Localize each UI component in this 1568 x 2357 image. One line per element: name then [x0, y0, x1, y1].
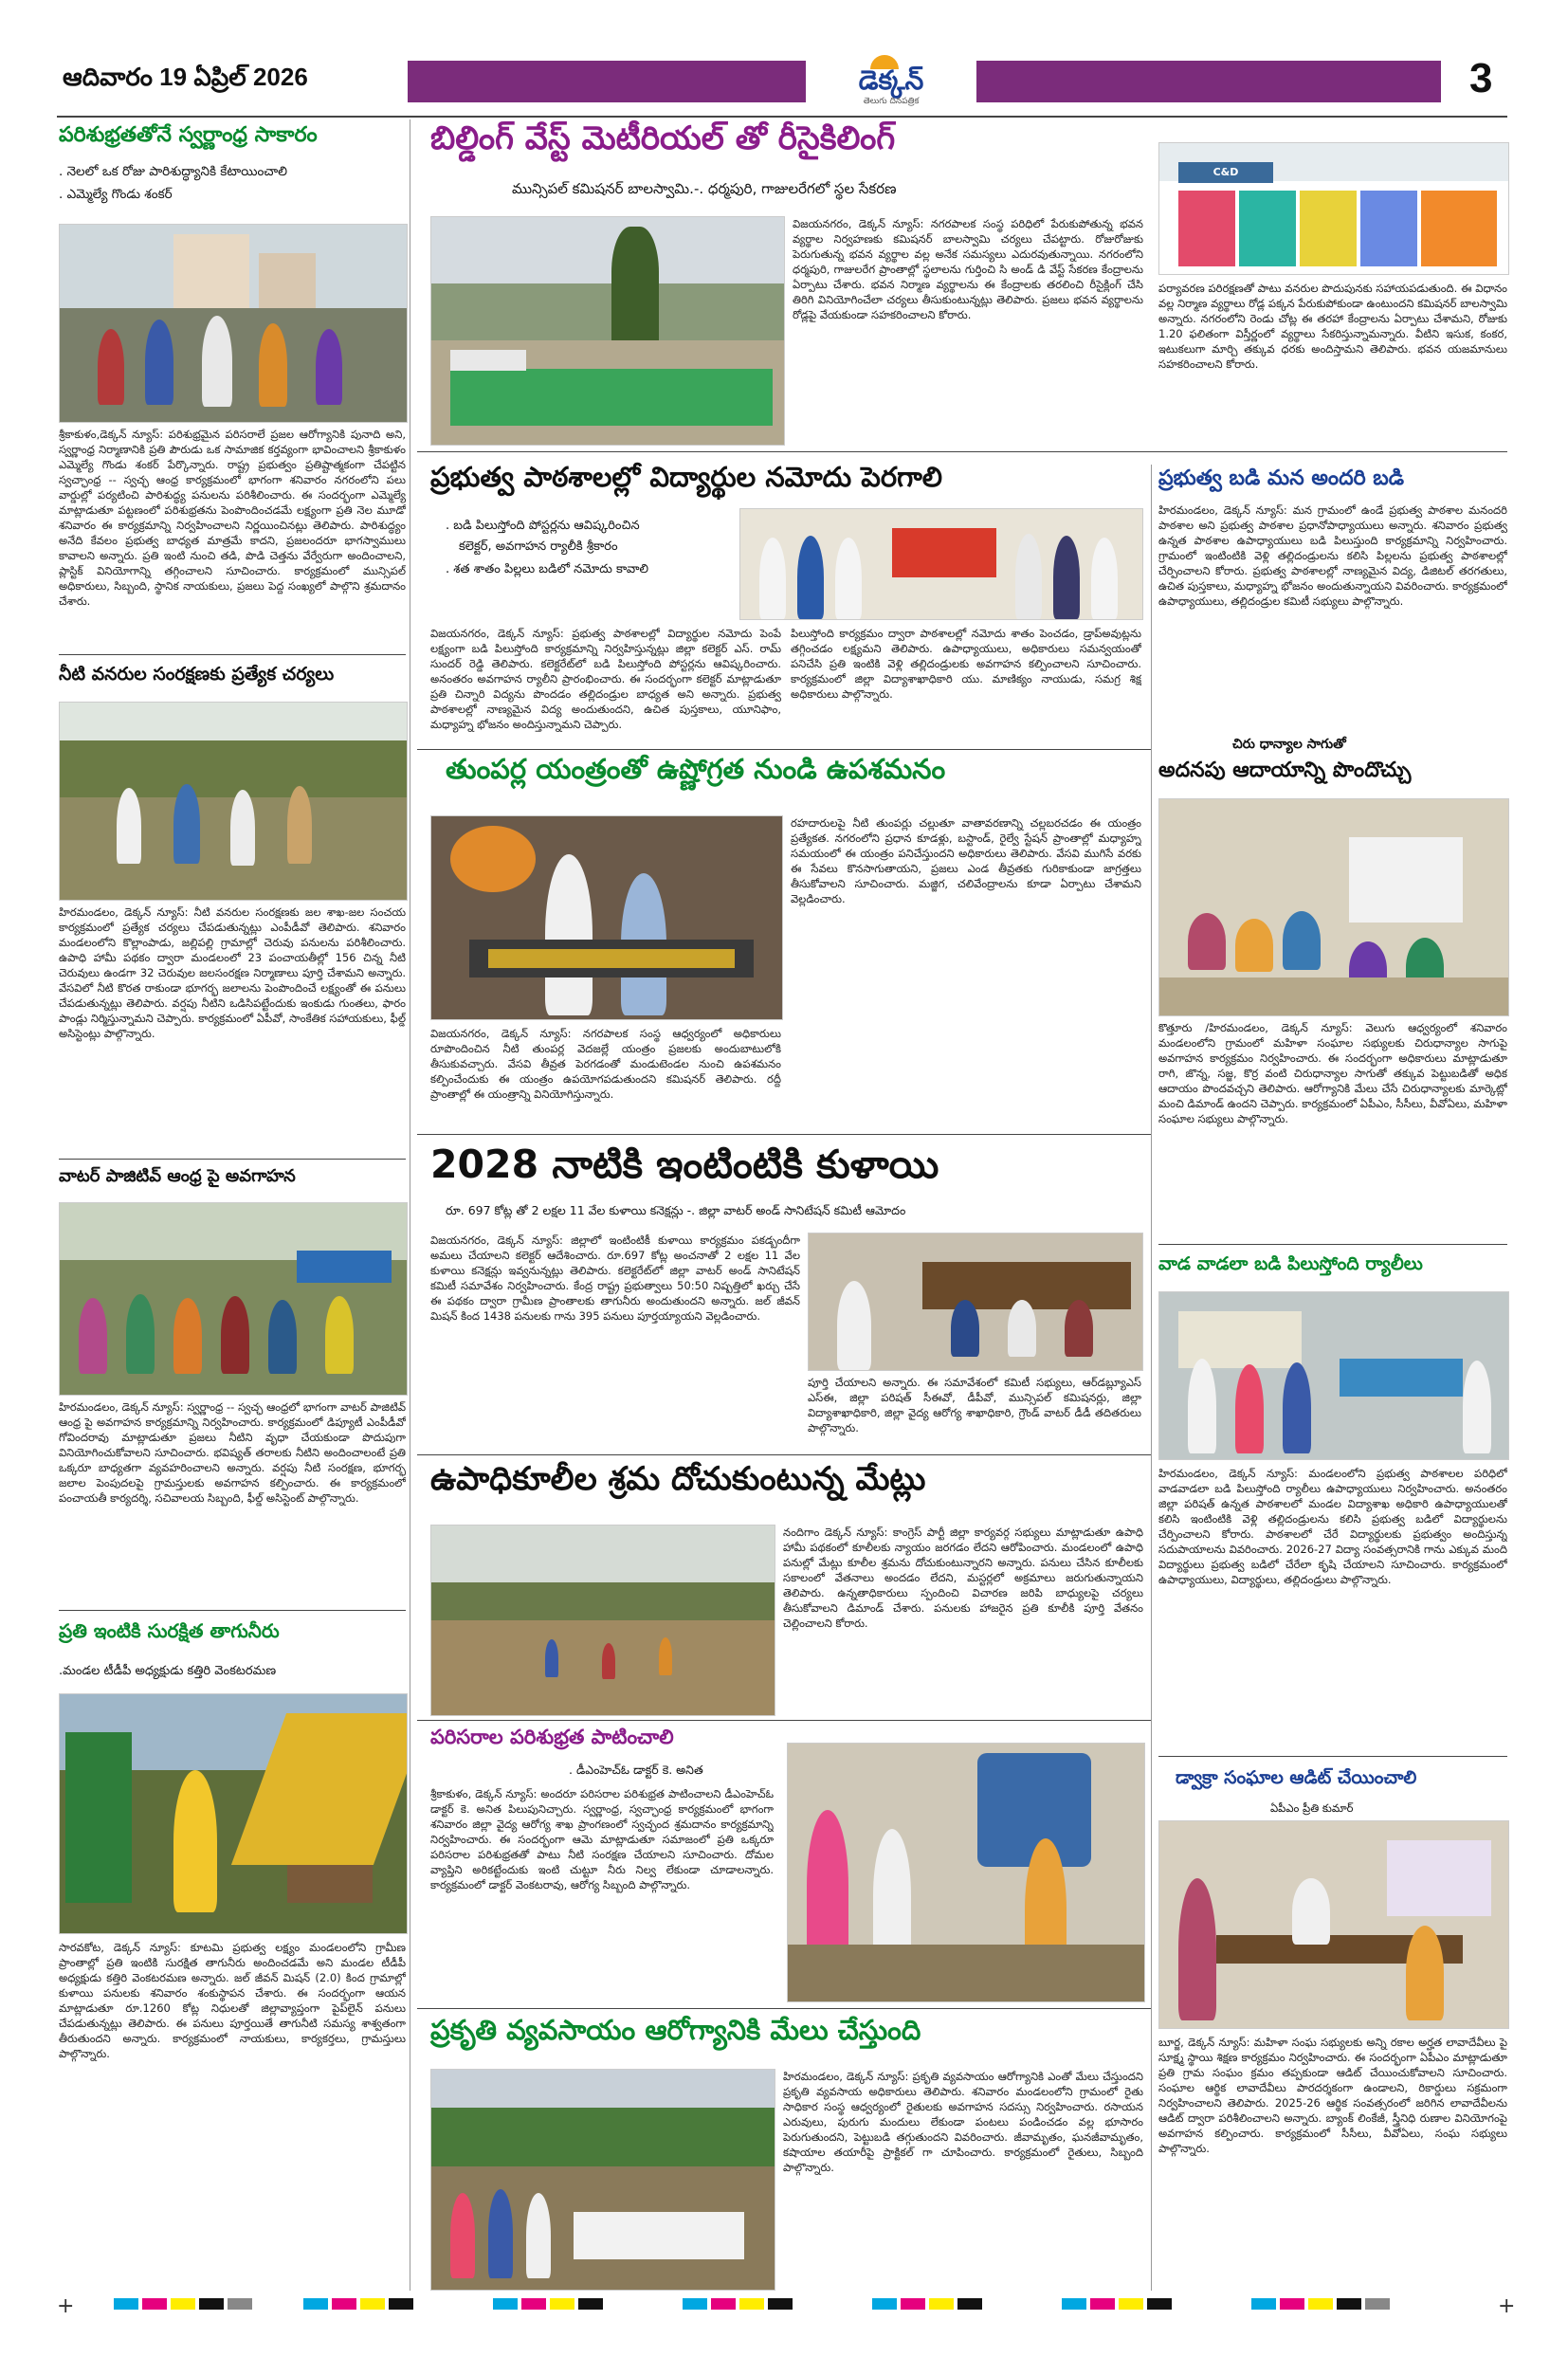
divider	[417, 451, 1507, 452]
dwcra-audit-training-photo	[1158, 1820, 1509, 2029]
article-body: రహదారులపై నీటి తుంపర్లు చల్లుతూ వాతావరణాన్ని చల్లబరచడం ఈ యంత్రం ప్రత్యేకత. నగరంలోని ప్రధాన కూడళ్లు, బస్టాండ్, రైల్వే స్టేషన్ ప్రాంతాల్లో మధ్యాహ్న సమయంలో ఈ యంత్రం పనిచేస్తుందని అధికారులు తెలిపారు. వేసవి ముగిసే వరకు ఈ సేవలు కొనసాగుతాయని, ప్రజలు ఎండ తీవ్రతకు గురికాకుండా జాగ్రత్తలు తీసుకోవాలని సూచించారు. మజ్జిగ, చలివేంద్రాలను కూడా ఏర్పాటు చేశామని వెల్లడించారు.	[791, 816, 1141, 905]
article-bullet: . బడి పిలుస్తోంది పోస్టర్లను ఆవిష్కరించిన	[446, 519, 640, 533]
millet-awareness-photo	[1158, 798, 1509, 1016]
school-enrolment-poster-photo	[739, 508, 1143, 620]
article-headline: 2028 నాటికి ఇంటింటికి కుళాయి	[430, 1142, 939, 1187]
article-headline: ప్రభుత్వ పాఠశాలల్లో విద్యార్థుల నమోదు పెరగాలి	[430, 461, 943, 493]
article-subtitle: రూ. 697 కోట్ల తో 2 లక్షల 11 వేల కుళాయి కనెక్షన్లు -. జిల్లా వాటర్ అండ్ సానిటేషన్ కమిటీ ఆమోదం	[446, 1203, 906, 1217]
header-bar-left	[408, 61, 806, 102]
article-body: హిరమండలం, డెక్కన్ న్యూస్: స్వర్ణాంధ్ర -- స్వచ్ఛ ఆంధ్రలో భాగంగా వాటర్ పాజిటివ్ ఆంధ్ర పై అవగాహన కార్యక్రమాన్ని నిర్వహించారు. కార్యక్రమంలో డిప్యూటీ ఎంపీడీవో గోవిందరావు మాట్లాడుతూ ప్రజలు నీటిని వృధా చేయకుండా పొదుపుగా వినియోగించుకోవాలని సూచించారు. భవిష్యత్ తరాలకు నీటిని అందించాలంటే ప్రతి ఒక్కరూ బాధ్యతగా వ్యవహరించాలని అన్నారు. వర్షపు నీటి సంరక్షణ, భూగర్భ జలాల పెంపుదలపై గ్రామస్తులకు అవగాహన కల్పించారు. ఈ కార్యక్రమంలో పంచాయతీ కార్యదర్శి, సచివాలయ సిబ్బంది, ఫీల్డ్ అసిస్టెంట్ పాల్గొన్నారు.	[59, 1400, 406, 1505]
water-sanitation-meeting-photo	[808, 1233, 1143, 1371]
crosshair-icon: +	[1498, 2294, 1516, 2318]
divider	[417, 1720, 1151, 1721]
article-byline: ఏపీఎం ప్రీతి కుమార్	[1270, 1801, 1354, 1815]
article-body: హిరమండలం, డెక్కన్ న్యూస్: మండలంలోని ప్రభుత్వ పాఠశాలల పరిధిలో వాడవాడలా బడి పిలుస్తోంది ర్యాలీలు ఉపాధ్యాయులు నిర్వహించారు. అనంతరం జిల్లా పరిషత్ ఉన్నత పాఠశాలలో మండల విద్యాశాఖ అధికారి ఉపాధ్యాయులతో కలిసి ఇంటింటికి వెళ్లి తల్లిదండ్రులను కలిసి ప్రభుత్వ బడిలో విద్యార్థులను చేర్పించాలని కోరారు. పాఠశాలలో చేరే విద్యార్థులకు ప్రభుత్వం అందిస్తున్న సదుపాయాలను వివరించారు. 2026-27 విద్యా సంవత్సరానికి గాను ఎక్కువ మంది విద్యార్థులు ప్రభుత్వ బడిలో చేరేలా కృషి చేయాలని సూచించారు. కార్యక్రమంలో ఉపాధ్యాయులు, విద్యార్థులు, తల్లిదండ్రులు పాల్గొన్నారు.	[1158, 1467, 1507, 1586]
article-body: విజయనగరం, డెక్కన్ న్యూస్: ప్రభుత్వ పాఠశాలల్లో విద్యార్థుల నమోదు పెంపే లక్ష్యంగా బడి పిలుస్తోంది కార్యక్రమాన్ని నిర్వహిస్తున్నట్లు జిల్లా కలెక్టర్ ఎస్. రామ్ సుందర్ రెడ్డి తెలిపారు. కలెక్టరేట్‌లో బడి పిలుస్తోంది పోస్టర్లను ఆవిష్కరించారు. అనంతరం అవగాహన ర్యాలీని ప్రారంభించారు. ఈ సందర్భంగా కలెక్టర్ మాట్లాడుతూ ప్రతి చిన్నారి విద్యను పొందడం తల్లిదండ్రుల బాధ్యత అని అన్నారు. ప్రభుత్వ పాఠశాలల్లో నాణ్యమైన విద్య అందుతుందని, ఉచిత పుస్తకాలు, యూనిఫాం, మధ్యాహ్న భోజనం అందిస్తున్నామని చెప్పారు.	[430, 627, 781, 731]
article-body: పూర్తి చేయాలని అన్నారు. ఈ సమావేశంలో కమిటీ సభ్యులు, ఆర్‌డబ్ల్యూఎస్ ఎస్‌ఈ, జిల్లా పరిషత్ సీఈవో, డీపీవో, మున్సిపల్ కమిషనర్లు, జిల్లా విద్యాశాఖాధికారి, జిల్లా వైద్య ఆరోగ్య శాఖాధికారి, గ్రౌండ్ వాటర్ డీడీ తదితరులు పాల్గొన్నారు.	[808, 1376, 1141, 1434]
issue-date: ఆదివారం 19 ఏప్రిల్ 2026	[63, 63, 308, 91]
divider	[1158, 1244, 1507, 1245]
article-body: పిలుస్తోంది కార్యక్రమం ద్వారా పాఠశాలల్లో నమోదు శాతం పెంచడం, డ్రాప్‌అవుట్లను తగ్గించడం లక్ష్యమని తెలిపారు. ఉపాధ్యాయులు, అధికారులు సమన్వయంతో పనిచేసి ప్రతి ఇంటికి వెళ్లి తల్లిదండ్రులకు అవగాహన కల్పించాలని సూచించారు. కార్యక్రమంలో జిల్లా విద్యాశాఖాధికారి యు. మాణిక్యం నాయుడు, సమగ్ర శిక్ష అధికారులు పాల్గొన్నారు.	[791, 627, 1141, 701]
article-headline: వాడ వాడలా బడి పిలుస్తోంది ర్యాలీలు	[1158, 1253, 1423, 1274]
cd-segregation-centre-photo	[1158, 142, 1509, 275]
masthead-title: డెక్కన్	[858, 64, 924, 96]
article-headline: అదనపు ఆదాయాన్ని పొందొచ్చు	[1158, 758, 1412, 782]
article-byline: .మండల టీడీపీ అధ్యక్షుడు కత్తిరి వెంకటరమణ	[59, 1664, 277, 1678]
article-body: విజయనగరం, డెక్కన్ న్యూస్: నగరపాలక సంస్థ పరిధిలో పేరుకుపోతున్న భవన వ్యర్థాల నిర్వహణకు కమిషనర్ బాలస్వామి చర్యలు చేపట్టారు. రోజురోజుకు పెరుగుతున్న భవన వ్యర్థాల వల్ల అనేక సమస్యలు ఎదురవుతున్నాయి. నగరంలోని ధర్మపురి, గాజులరేగ ప్రాంతాల్లో స్థలాలను గుర్తించి సి అండ్ డి వేస్ట్ సేకరణ కేంద్రాలను ఏర్పాటు చేశారు. భవన నిర్మాణ వ్యర్థాలను ఈ కేంద్రాలకు తరలించి రీసైక్లింగ్ చేసి తిరిగి వినియోగించేలా చర్యలు తీసుకుంటున్నట్లు తెలిపారు. ప్రజలు భవన వ్యర్థాలను రోడ్లపై వేయకుండా సహకరించాలని కోరారు.	[793, 217, 1143, 321]
page-number: 3	[1469, 55, 1493, 101]
article-bullet: . నెలలో ఒక రోజు పారిశుద్ధ్యానికి కేటాయించాలి	[59, 164, 288, 179]
article-body: సారవకోట, డెక్కన్ న్యూస్: కూటమి ప్రభుత్వ లక్ష్యం మండలంలోని గ్రామీణ ప్రాంతాల్లో ప్రతి ఇంటికి సురక్షిత తాగునీరు అందించడమే అని మండల టీడీపీ అధ్యక్షుడు కత్తిరి వెంకటరమణ అన్నారు. జల్ జీవన్ మిషన్ (2.0) కింద గ్రామాల్లో కుళాయి పనులకు శనివారం శంకుస్థాపన చేశారు. ఈ సందర్భంగా ఆయన మాట్లాడుతూ రూ.1260 కోట్ల నిధులతో జిల్లావ్యాప్తంగా పైప్‌లైన్ పనులు చేపడుతున్నట్లు తెలిపారు. ఈ పనులు పూర్తయితే తాగునీటి సమస్య శాశ్వతంగా తీరుతుందని అన్నారు. కార్యక్రమంలో నాయకులు, కార్యకర్తలు, గ్రామస్తులు పాల్గొన్నారు.	[59, 1941, 406, 2060]
header-bar-right	[976, 61, 1441, 102]
divider	[417, 2008, 1151, 2009]
article-body: పర్యావరణ పరిరక్షణతో పాటు వనరుల పొదుపునకు సహాయపడుతుంది. ఈ విధానం వల్ల నిర్మాణ వ్యర్థాలు రోడ్ల పక్కన పేరుకుపోకుండా ఉంటుందని కమిషనర్ బాలస్వామి అన్నారు. నగరంలోని రెండు చోట్ల ఈ తరహా కేంద్రాలను ఏర్పాటు చేశామని, రోజుకు 1.20 ఫలితంగా విస్తీర్ణంలో వ్యర్థాలు సేకరిస్తున్నామన్నారు. వీటిని ఇసుక, కంకర, ఇటుకలుగా మార్చి తక్కువ ధరకు అందిస్తామని తెలిపారు. భవన యజమానులు సహకరించాలని కోరారు.	[1158, 282, 1507, 371]
article-bullet: కలెక్టర్, అవగాహన ర్యాలీకి శ్రీకారం	[459, 539, 618, 554]
article-body: హిరమండలం, డెక్కన్ న్యూస్: ప్రకృతి వ్యవసాయం ఆరోగ్యానికి ఎంతో మేలు చేస్తుందని ప్రకృతి వ్యవసాయ అధికారులు తెలిపారు. శనివారం మండలంలోని గ్రామంలో రైతు సాధికార సంస్థ ఆధ్వర్యంలో రైతులకు అవగాహన సదస్సు నిర్వహించారు. రసాయన ఎరువులు, పురుగు మందులు లేకుండా పంటలు పండించడం వల్ల భూసారం పెరుగుతుందని, పెట్టుబడి తగ్గుతుందని వివరించారు. జీవామృతం, ఘనజీవామృతం, కషాయాల తయారీపై ప్రాక్టికల్ గా చూపించారు. కార్యక్రమంలో రైతులు, సిబ్బంది పాల్గొన్నారు.	[783, 2070, 1143, 2174]
divider	[59, 1610, 406, 1611]
article-subtitle: మున్సిపల్ కమిషనర్ బాలస్వామి.-. ధర్మపురి, గాజులరేగలో స్థల సేకరణ	[512, 180, 897, 197]
article-headline: ఉపాధికూలీల శ్రమ దోచుకుంటున్న మేట్లు	[430, 1460, 926, 1498]
article-headline: పరిశుభ్రతతోనే స్వర్ణాంధ్ర సాకారం	[59, 123, 318, 147]
article-body: నందిగాం డెక్కన్ న్యూస్: కాంగ్రెస్ పార్టీ జిల్లా కార్యవర్గ సభ్యులు మాట్లాడుతూ ఉపాధి హామీ పథకంలో కూలీలకు న్యాయం జరగడం లేదని ఆరోపించారు. మండలంలో ఉపాధి పనుల్లో మేట్లు కూలీల శ్రమను దోచుకుంటున్నారని అన్నారు. పనులు చేసిన కూలీలకు సకాలంలో వేతనాలు అందడం లేదని, మస్టర్లలో అక్రమాలు జరుగుతున్నాయని తెలిపారు. ఉన్నతాధికారులు స్పందించి విచారణ జరిపి బాధ్యులపై చర్యలు తీసుకోవాలని డిమాండ్ చేశారు. పనులకు హాజరైన ప్రతి కూలీకి పూర్తి వేతనం చెల్లించాలని కోరారు.	[783, 1526, 1143, 1630]
article-body: బూర్జ, డెక్కన్ న్యూస్: మహిళా సంఘ సభ్యులకు అన్ని రకాల అర్హత లావాదేవీలు పై సూక్ష్మ స్థాయి శిక్షణ కార్యక్రమం నిర్వహించారు. ఈ సందర్భంగా ఏపీఎం మాట్లాడుతూ ప్రతి గ్రామ సంఘం క్రమం తప్పకుండా ఆడిట్ చేయించుకోవాలని సూచించారు. సంఘాల ఆర్థిక లావాదేవీలు పారదర్శకంగా ఉండాలని, రికార్డులు సక్రమంగా నిర్వహించాలని తెలిపారు. 2025-26 ఆర్థిక సంవత్సరంలో జరిగిన లావాదేవీలను ఆడిట్ ద్వారా పరిశీలించాలని అన్నారు. బ్యాంక్ లింకేజీ, స్త్రీనిధి రుణాల వినియోగంపై అవగాహన కల్పించారు. కార్యక్రమంలో సీసీలు, వీవోఏలు, సంఘ సభ్యులు పాల్గొన్నారు.	[1158, 2036, 1507, 2155]
water-conservation-photo	[59, 702, 408, 901]
article-headline: వాటర్ పాజిటివ్ ఆంధ్ర పై అవగాహన	[59, 1166, 296, 1186]
column-rule-right	[1151, 465, 1152, 2291]
article-body: కొత్తూరు /హిరమండలం, డెక్కన్ న్యూస్: వెలుగు ఆధ్వర్యంలో శనివారం మండలంలోని గ్రామంలో మహిళా సంఘాల సభ్యులకు చిరుధాన్యాల సాగుపై అవగాహన కార్యక్రమం నిర్వహించారు. ఈ సందర్భంగా అధికారులు మాట్లాడుతూ రాగి, జొన్న, సజ్జ, కొర్ర వంటి చిరుధాన్యాల సాగుతో తక్కువ పెట్టుబడితో అధిక ఆదాయం పొందవచ్చని తెలిపారు. ఆరోగ్యానికి మేలు చేసే చిరుధాన్యాలకు మార్కెట్లో మంచి డిమాండ్ ఉందని చెప్పారు. కార్యక్రమంలో ఏపీఎం, సీసీలు, వీవోఏలు, మహిళా సంఘాల సభ్యులు పాల్గొన్నారు.	[1158, 1021, 1507, 1125]
article-headline: ప్రభుత్వ బడి మన అందరి బడి	[1158, 466, 1405, 490]
divider	[417, 749, 1151, 750]
cleanup-drive-photo	[59, 224, 408, 423]
enrolment-rally-photo	[1158, 1291, 1509, 1460]
article-byline: . డీఎంహెచ్‌ఓ డాక్టర్ కె. అనిత	[569, 1763, 703, 1777]
crosshair-icon: +	[57, 2294, 75, 2318]
article-bullet: . ఎమ్మెల్యే గొండు శంకర్	[59, 187, 173, 202]
article-headline: బిల్డింగ్ వేస్ట్ మెటీరియల్ తో రీసైకిలింగ్	[430, 119, 896, 157]
sanitation-drive-photo	[787, 1743, 1145, 2002]
masthead-logo	[815, 53, 967, 110]
tap-water-foundation-photo	[59, 1693, 408, 1934]
water-mist-machine-photo	[430, 815, 783, 1020]
segregation-sign: C&D	[1178, 162, 1273, 183]
natural-farming-photo	[430, 2069, 775, 2291]
article-headline: ప్రతి ఇంటికి సురక్షిత తాగునీరు	[59, 1619, 280, 1642]
article-body: శ్రీకాకుళం,డెక్కన్ న్యూస్: పరిశుభ్రమైన పరిసరాలే ప్రజల ఆరోగ్యానికి పునాది అని, స్వర్ణాంధ్ర నిర్మాణానికి ప్రతి పౌరుడు ఒక సామాజిక కర్తవ్యంగా భావించాలని శ్రీకాకుళం ఎమ్మెల్యే గొండు శంకర్ పేర్కొన్నారు. రాష్ట్ర ప్రభుత్వం ప్రతిష్టాత్మకంగా చేపట్టిన స్వచ్ఛాంధ్ర -- స్వచ్ఛ ఆంధ్ర కార్యక్రమంలో భాగంగా శనివారం నగరంలోని పలు వార్డుల్లో పర్యటించి పారిశుద్ధ్య పనులను పరిశీలించారు. ఈ సందర్భంగా ఎమ్మెల్యే మాట్లాడుతూ పట్టణంలో పరిశుభ్రతను పెంపొందించడమే లక్ష్యంగా ప్రతి నెల మూడో శనివారం ఈ కార్యక్రమాన్ని నిర్వహించాలని నిర్ణయించినట్లు తెలిపారు. పారిశుద్ధ్యం అనేది కేవలం ప్రభుత్వ బాధ్యత మాత్రమే కాదని, ప్రజలందరూ భాగస్వాములు కావాలని అన్నారు. ప్రతి ఇంటి నుంచి తడి, పొడి చెత్తను వేర్వేరుగా అందించాలని, ప్లాస్టిక్ వినియోగాన్ని తగ్గించాలని సూచించారు. కార్యక్రమంలో మున్సిపల్ అధికారులు, సిబ్బంది, స్థానిక నాయకులు, ప్రజలు పెద్ద సంఖ్యలో పాల్గొని శ్రమదానం చేశారు.	[59, 428, 406, 608]
construction-waste-site-photo	[430, 216, 785, 446]
article-body: విజయనగరం, డెక్కన్ న్యూస్: నగరపాలక సంస్థ ఆధ్వర్యంలో అధికారులు రూపొందించిన నీటి తుంపర్ల వెదజల్లే యంత్రం ప్రజలకు అందుబాటులోకి తీసుకువచ్చారు. వేసవి తీవ్రత పెరగడంతో మండుటెండల నుంచి ఉపశమనం కల్పించేందుకు ఈ యంత్రం ఉపయోగపడుతుందని కమిషనర్ తెలిపారు. రద్దీ ప్రాంతాల్లో ఈ యంత్రాన్ని వినియోగిస్తున్నారు.	[430, 1027, 781, 1101]
article-body: విజయనగరం, డెక్కన్ న్యూస్: జిల్లాలో ఇంటింటికీ కుళాయి కార్యక్రమం పకడ్బందీగా అమలు చేయాలని కలెక్టర్ ఆదేశించారు. రూ.697 కోట్ల అంచనాతో 2 లక్షల 11 వేల కుళాయి కనెక్షన్లు ఇవ్వనున్నట్లు తెలిపారు. కలెక్టరేట్‌లో జిల్లా వాటర్ అండ్ సానిటేషన్ కమిటీ సమావేశం నిర్వహించారు. కేంద్ర రాష్ట్ర ప్రభుత్వాలు 50:50 నిష్పత్తిలో ఖర్చు చేసే ఈ పథకం ద్వారా గ్రామీణ ప్రాంతాలకు తాగునీరు అందుతుందని అన్నారు. జల్ జీవన్ మిషన్ కింద 1438 పనులకు గాను 395 పనులు పూర్తయ్యాయని వెల్లడించారు.	[430, 1233, 800, 1323]
article-headline: ప్రకృతి వ్యవసాయం ఆరోగ్యానికి మేలు చేస్తుంది	[430, 2014, 921, 2046]
registration-marks	[38, 2294, 1536, 2323]
article-body: హిరమండలం, డెక్కన్ న్యూస్: నీటి వనరుల సంరక్షణకు జల శాఖ-జల సంచయ కార్యక్రమంలో ప్రత్యేక చర్యలు చేపడుతున్నట్లు ఎంపీడీవో తెలిపారు. శనివారం మండలంలోని కొల్లాంపాడు, జల్లిపల్లి గ్రామాల్లో చెరువు పనులను పరిశీలించారు. ఉపాధి హామీ పథకం ద్వారా మండలంలో 23 పంచాయతీల్లో 156 చిన్న నీటి చెరువులు ఉండగా 32 చెరువుల జలసంరక్షణ నిర్మాణాలు పూర్తి చేశామని అన్నారు. వేసవిలో నీటి కొరత రాకుండా భూగర్భ జలాలను పెంపొందించే లక్ష్యంతో ఈ పనులు చేపడుతున్నట్లు తెలిపారు. వర్షపు నీటిని ఒడిసిపట్టేందుకు ఇంకుడు గుంతలు, ఫారం పాండ్లు నిర్మిస్తున్నామని చెప్పారు. కార్యక్రమంలో ఏపీవో, సాంకేతిక సహాయకులు, ఫీల్డ్ అసిస్టెంట్లు పాల్గొన్నారు.	[59, 905, 406, 1040]
article-headline: పరిసరాల పరిశుభ్రత పాటించాలి	[430, 1726, 674, 1748]
masthead-tagline: తెలుగు దినపత్రిక	[863, 97, 920, 106]
article-headline: నీటి వనరుల సంరక్షణకు ప్రత్యేక చర్యలు	[59, 664, 335, 685]
divider	[417, 1134, 1151, 1135]
divider	[417, 1454, 1151, 1455]
page-header	[57, 53, 1507, 110]
rural-employment-worksite-photo	[430, 1525, 775, 1716]
article-headline: డ్వాక్రా సంఘాల ఆడిట్ చేయించాలి	[1176, 1767, 1417, 1788]
header-rule	[57, 116, 1507, 118]
article-body: శ్రీకాకుళం, డెక్కన్ న్యూస్: అందరూ పరిసరాల పరిశుభ్రత పాటించాలని డీఎంహెచ్‌ఓ డాక్టర్ కె. అనిత పిలుపునిచ్చారు. స్వర్ణాంధ్ర, స్వచ్ఛాంధ్ర కార్యక్రమంలో భాగంగా శనివారం జిల్లా వైద్య ఆరోగ్య శాఖ ప్రాంగణంలో స్వచ్ఛంద శ్రమదానం కార్యక్రమాన్ని నిర్వహించారు. ఈ సందర్భంగా ఆమె మాట్లాడుతూ సమాజంలో ప్రతి ఒక్కరూ పరిసరాల పరిశుభ్రతతో పాటు నీటి సంరక్షణ చేయాలని సూచించారు. దోమల వ్యాప్తిని అరికట్టేందుకు ఇంటి చుట్టూ నీరు నిల్వ లేకుండా చూడాలన్నారు. కార్యక్రమంలో డాక్టర్ వెంకటరావు, ఆరోగ్య సిబ్బంది పాల్గొన్నారు.	[430, 1787, 774, 1891]
divider	[59, 654, 406, 655]
article-bullet: . శత శాతం పిల్లలు బడిలో నమోదు కావాలి	[446, 562, 649, 576]
article-body: హిరమండలం, డెక్కన్ న్యూస్: మన గ్రామంలో ఉండే ప్రభుత్వ పాఠశాల మనందరి పాఠశాల అని ప్రభుత్వ పాఠశాల ప్రధానోపాధ్యాయులు అన్నారు. శనివారం ప్రభుత్వ ఉన్నత పాఠశాల ఉపాధ్యాయులు బడి పిలుస్తుంది కార్యక్రమాన్ని నిర్వహించారు. గ్రామంలో ఇంటింటికి వెళ్లి తల్లిదండ్రులను కలిసి పిల్లలను ప్రభుత్వ పాఠశాలల్లో చేర్పించాలని కోరారు. ప్రభుత్వ పాఠశాలల్లో నాణ్యమైన విద్య, డిజిటల్ తరగతులు, ఉచిత పుస్తకాలు, మధ్యాహ్న భోజనం అందుతున్నాయని వివరించారు. కార్యక్రమంలో ఉపాధ్యాయులు, తల్లిదండ్రుల కమిటీ సభ్యులు పాల్గొన్నారు.	[1158, 503, 1507, 608]
divider	[1158, 1756, 1507, 1757]
water-positive-awareness-photo	[59, 1202, 408, 1396]
article-kicker: చిరు ధాన్యాల సాగుతో	[1232, 737, 1346, 752]
divider	[59, 1159, 406, 1160]
article-headline: తుంపర్ల యంత్రంతో ఉష్ణోగ్రత నుండి ఉపశమనం	[446, 753, 946, 785]
